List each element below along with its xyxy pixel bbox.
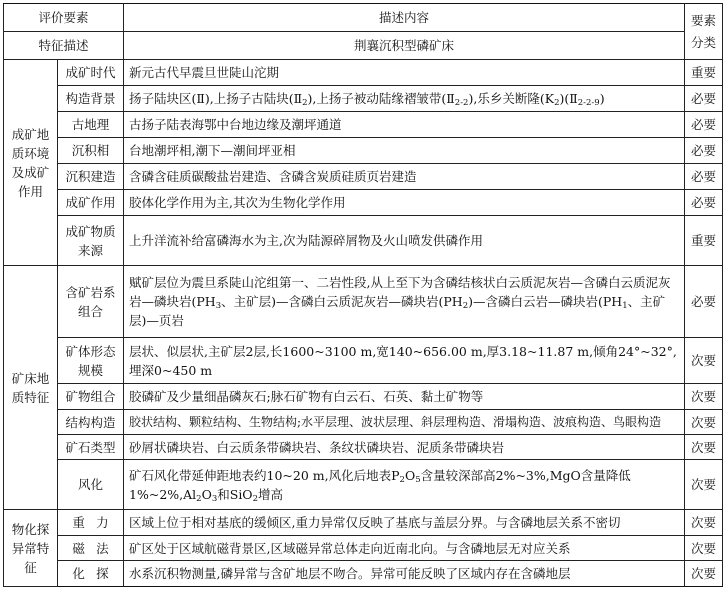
- row-importance: 必要: [685, 112, 723, 138]
- row-description: 矿石风化带延伸距地表约10~20 m,风化后地表$P_2O_5$含量较深部高2%~3%,MgO含量降低$1\%\sim 2\%,Al_2O_3$和SiO$_2$增高: [124, 460, 685, 510]
- row-importance: 次要: [685, 460, 723, 510]
- row-importance: 次要: [685, 410, 723, 435]
- table-row: [4, 410, 723, 435]
- row-description: 上升洋流补给富磷海水为主,次为陆源碎屑物及火山喷发供磷作用: [124, 216, 685, 266]
- row-importance: 重要: [685, 216, 723, 266]
- row-label: 矿物组合: [58, 384, 124, 410]
- table-row: [4, 384, 723, 410]
- feature-description-label: 特征描述: [4, 32, 124, 60]
- row-label: 构造背景: [58, 86, 124, 112]
- table-row: [4, 138, 723, 164]
- row-label: 风化: [58, 460, 124, 510]
- row-importance: 重要: [685, 60, 723, 86]
- deposit-name: 荆襄沉积型磷矿床: [124, 32, 685, 60]
- row-description: 砂屑状磷块岩、白云质条带磷块岩、条纹状磷块岩、泥质条带磷块岩: [124, 435, 685, 460]
- row-description: 含磷含硅质碳酸盐岩建造、含磷含炭质硅质页岩建造: [124, 164, 685, 190]
- row-description: 扬子陆块区(Ⅱ),上扬子古陆块$(Ⅱ_2)$,上扬子被动陆缘褶皱带$(Ⅱ_{2-2})$,乐乡关断隆$(K_2)(Ⅱ_{2-2-9})$: [124, 86, 685, 112]
- row-label: 化探: [58, 561, 124, 587]
- header-description: 描述内容: [124, 4, 685, 32]
- table-row: [4, 216, 723, 266]
- row-importance: 次要: [685, 384, 723, 410]
- row-label: 重力: [58, 510, 124, 536]
- row-description: 赋矿层位为震旦系陡山沱组第一、二岩性段,从上至下为含磷结核状白云质泥灰岩—含磷白云质泥灰岩—磷块岩($PH_3$、主矿层)—含磷白云质泥灰岩—磷块岩$(PH_2)—$含磷白云岩—磷块岩($PH_1$、主矿层)—页岩: [124, 266, 685, 338]
- table-row: [4, 338, 723, 384]
- table-row: [4, 536, 723, 561]
- row-importance: 次要: [685, 435, 723, 460]
- row-label: 磁法: [58, 536, 124, 561]
- header-row: [4, 4, 723, 32]
- row-label: 结构构造: [58, 410, 124, 435]
- table-row: [4, 164, 723, 190]
- category-ore-environment: 成矿地质环境及成矿作用: [4, 60, 58, 266]
- row-importance: 必要: [685, 86, 723, 112]
- row-label: 矿石类型: [58, 435, 124, 460]
- row-description: 层状、似层状,主矿层2层,长1600~3100 m,宽140~656.00 m,厚3.18~11.87 m,倾角24°~32°,埋深0~450 m: [124, 338, 685, 384]
- row-label: 成矿物质来源: [58, 216, 124, 266]
- category-geophysical-anomaly: 物化探异常特征: [4, 510, 58, 587]
- row-description: 水系沉积物测量,磷异常与含矿地层不吻合。异常可能反映了区域内存在含磷地层: [124, 561, 685, 587]
- evaluation-table: [3, 3, 723, 587]
- row-description: 台地潮坪相,潮下—潮间坪亚相: [124, 138, 685, 164]
- table-row: [4, 112, 723, 138]
- category-deposit-geology: 矿床地质特征: [4, 266, 58, 510]
- row-label: 成矿时代: [58, 60, 124, 86]
- row-description: 古扬子陆表海鄂中台地边缘及潮坪通道: [124, 112, 685, 138]
- row-label: 沉积建造: [58, 164, 124, 190]
- table-row: [4, 561, 723, 587]
- row-importance: 必要: [685, 138, 723, 164]
- table-row: [4, 510, 723, 536]
- table-row: [4, 460, 723, 510]
- subheader-row: [4, 32, 723, 60]
- row-importance: 必要: [685, 190, 723, 216]
- row-description: 胶状结构、颗粒结构、生物结构;水平层理、波状层理、斜层理构造、滑塌构造、波痕构造、鸟眼构造: [124, 410, 685, 435]
- table-row: [4, 435, 723, 460]
- header-classification: 要素分类: [685, 4, 723, 60]
- row-importance: 次要: [685, 338, 723, 384]
- row-importance: 次要: [685, 510, 723, 536]
- row-label: 古地理: [58, 112, 124, 138]
- header-element: 评价要素: [4, 4, 124, 32]
- row-label: 沉积相: [58, 138, 124, 164]
- row-label: 成矿作用: [58, 190, 124, 216]
- row-description: 胶体化学作用为主,其次为生物化学作用: [124, 190, 685, 216]
- row-description: 胶磷矿及少量细晶磷灰石;脉石矿物有白云石、石英、黏土矿物等: [124, 384, 685, 410]
- row-label: 含矿岩系组合: [58, 266, 124, 338]
- table-row: [4, 266, 723, 338]
- row-description: 新元古代早震旦世陡山沱期: [124, 60, 685, 86]
- table-row: [4, 60, 723, 86]
- row-description: 区域上位于相对基底的缓倾区,重力异常仅反映了基底与盖层分界。与含磷地层关系不密切: [124, 510, 685, 536]
- row-importance: 必要: [685, 266, 723, 338]
- row-description: 矿区处于区域航磁背景区,区域磁异常总体走向近南北向。与含磷地层无对应关系: [124, 536, 685, 561]
- table-row: [4, 86, 723, 112]
- row-importance: 必要: [685, 164, 723, 190]
- row-importance: 次要: [685, 561, 723, 587]
- row-importance: 次要: [685, 536, 723, 561]
- row-label: 矿体形态规模: [58, 338, 124, 384]
- table-row: [4, 190, 723, 216]
